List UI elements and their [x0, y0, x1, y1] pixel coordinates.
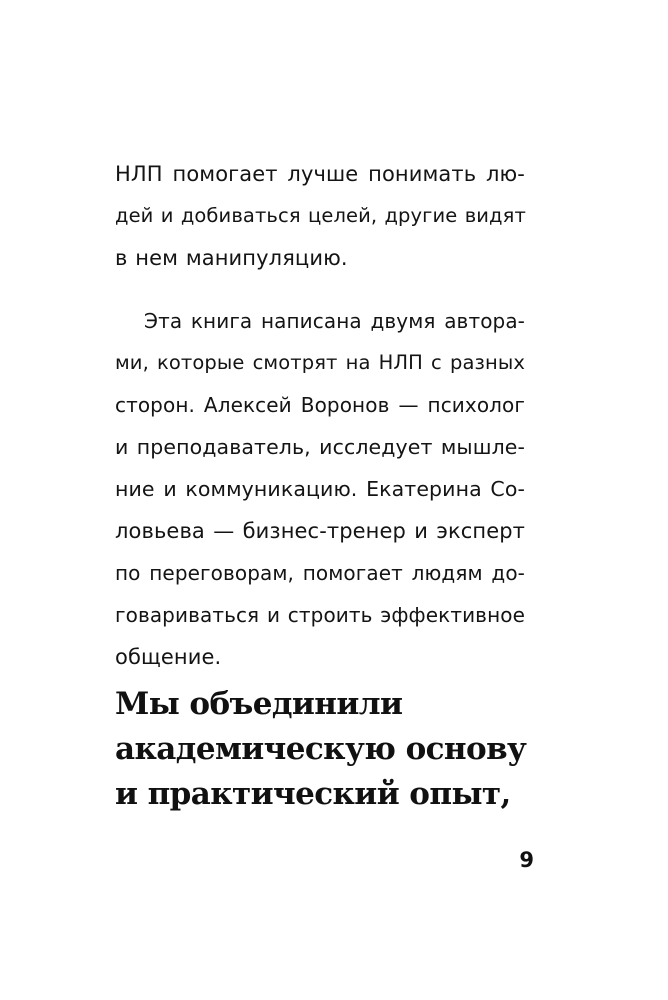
text-line: по переговорам, помогает людям до- — [115, 561, 525, 585]
heading-line: академическую основу — [115, 731, 527, 767]
text-line: в нем манипуляцию. — [115, 246, 348, 270]
text-line: и преподаватель, исследует мышле- — [115, 435, 525, 459]
text-line: ловьева — бизнес-тренер и эксперт — [115, 519, 525, 543]
heading-line: Мы объединили — [115, 686, 403, 722]
text-line: ние и коммуникацию. Екатерина Со- — [115, 477, 525, 501]
text-line: ми, которые смотрят на НЛП с разных — [115, 351, 525, 374]
page-number: 9 — [519, 848, 534, 872]
text-line: общение. — [115, 645, 222, 669]
text-line: Эта книга написана двумя автора- — [144, 309, 525, 333]
text-line: сторон. Алексей Воронов — психолог — [115, 393, 525, 417]
text-line: дей и добиваться целей, другие видят — [115, 204, 526, 227]
heading-line: и практический опыт, — [115, 776, 511, 812]
text-line: НЛП помогает лучше понимать лю- — [115, 162, 525, 186]
text-line: говариваться и строить эффективное — [115, 603, 525, 627]
